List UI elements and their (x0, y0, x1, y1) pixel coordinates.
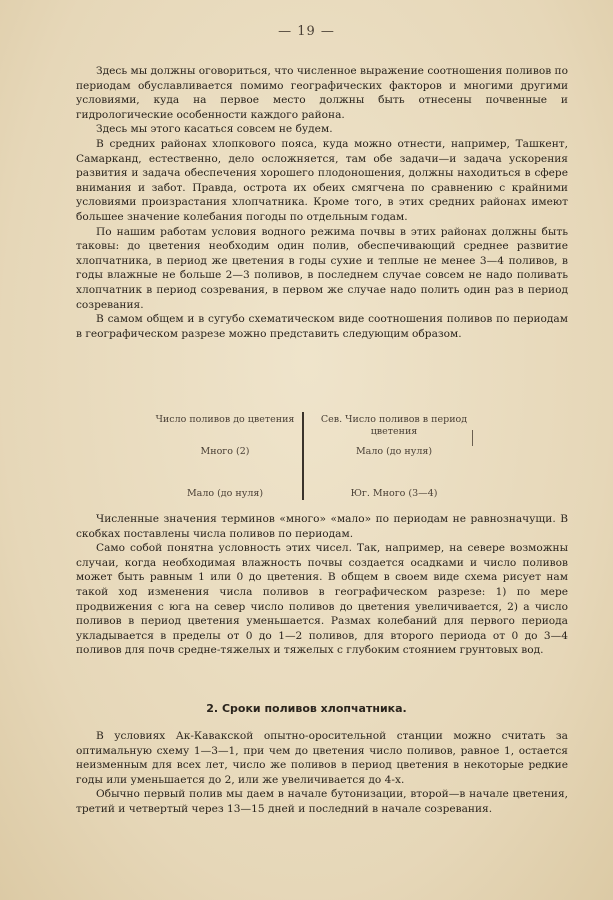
scheme-left-top-value: Много (2) (200, 446, 250, 457)
text-block-middle (76, 512, 568, 658)
paragraph: Обычно первый полив мы даем в начале бутонизации, второй—в начале цветения, третий и четвертый через 13—15 дней и последний в начале созревания. (76, 788, 568, 815)
paragraph: В самом общем и в сугубо схематическом виде соотношения поливов по периодам в географическом разрезе можно представить следующим образом. (76, 313, 568, 340)
scheme-left-bottom-value: Мало (до нуля) (186, 488, 264, 499)
scheme-right-header: Сев. Число поливов в период цветения (320, 414, 468, 437)
page-number: — 19 — (278, 24, 335, 39)
text-block-bottom (76, 729, 568, 817)
text-block-top (76, 64, 568, 341)
paragraph: В условиях Ак-Кавакской опытно-оросительной станции можно считать за оптимальную схему 1—3—1, при чем до цветения число поливов, равное 1, остается неизменным для всех лет, число же поливов в период цветения в некоторые редкие годы или уменьшается до 2, или же увеличивается до 4-х. (76, 730, 568, 786)
paragraph: Здесь мы этого касаться совсем не будем. (96, 123, 333, 136)
paragraph: Численные значения терминов «много» «мало» по периодам не равнозначущи. В скобках поставлены числа поливов по периодам. (76, 513, 568, 540)
paragraph: Здесь мы должны оговориться, что численное выражение соотношения поливов по периодам обуславливается помимо географических факторов и многими другими условиями, куда на первое место должны быть отнесены почвенные и гидрологические особенности каждого района. (76, 65, 568, 121)
irrigation-scheme (150, 408, 490, 504)
scheme-left-header: Число поливов до цветения (155, 414, 295, 425)
scheme-right-top-value: Мало (до нуля) (355, 446, 433, 457)
paragraph: По нашим работам условия водного режима почвы в этих районах должны быть таковы: до цветения необходим один полив, обеспечивающий среднее развитие хлопчатника, в период же цветения в годы сухие и теплые не менее 3—4 поливов, в годы влажные не больше 2—3 поливов, в последнем случае совсем не надо поливать хлопчатник в период созревания, в первом же случае надо полить один раз в период созревания. (76, 225, 568, 311)
paragraph: Само собой понятна условность этих чисел. Так, например, на севере возможны случаи, когда необходимая влажность почвы создается осадками и число поливов может быть равным 1 или 0 до цветения. В общем в своем виде схема рисует нам такой ход изменения числа поливов в географическом разрезе: 1) по мере продвижения с юга на север число поливов до цветения увеличивается, 2) а число поливов в период цветения уменьшается. Размах колебаний для первого периода укладывается в пределы от 0 до 1—2 поливов, для второго периода от 0 до 3—4 поливов для почв средне-тяжелых и тяжелых с глубоким стоянием грунтовых вод. (76, 542, 568, 657)
scheme-divider (302, 412, 304, 500)
paragraph: В средних районах хлопкового пояса, куда можно отнести, например, Ташкент, Самарканд, естественно, дело осложняется, там обе задачи—и задача ускорения развития и задача обеспечения хорошего плодоношения, должны находиться в сфере внимания и забот. Правда, острота их обеих смягчена по сравнению с крайними условиями произрастания хлопчатника. Кроме того, в этих средних районах имеют большее значение колебания погоды по отдельным годам. (76, 137, 568, 223)
scheme-right-bottom-value: Юг. Много (3—4) (350, 488, 438, 499)
section-heading: 2. Сроки поливов хлопчатника. (206, 702, 407, 715)
